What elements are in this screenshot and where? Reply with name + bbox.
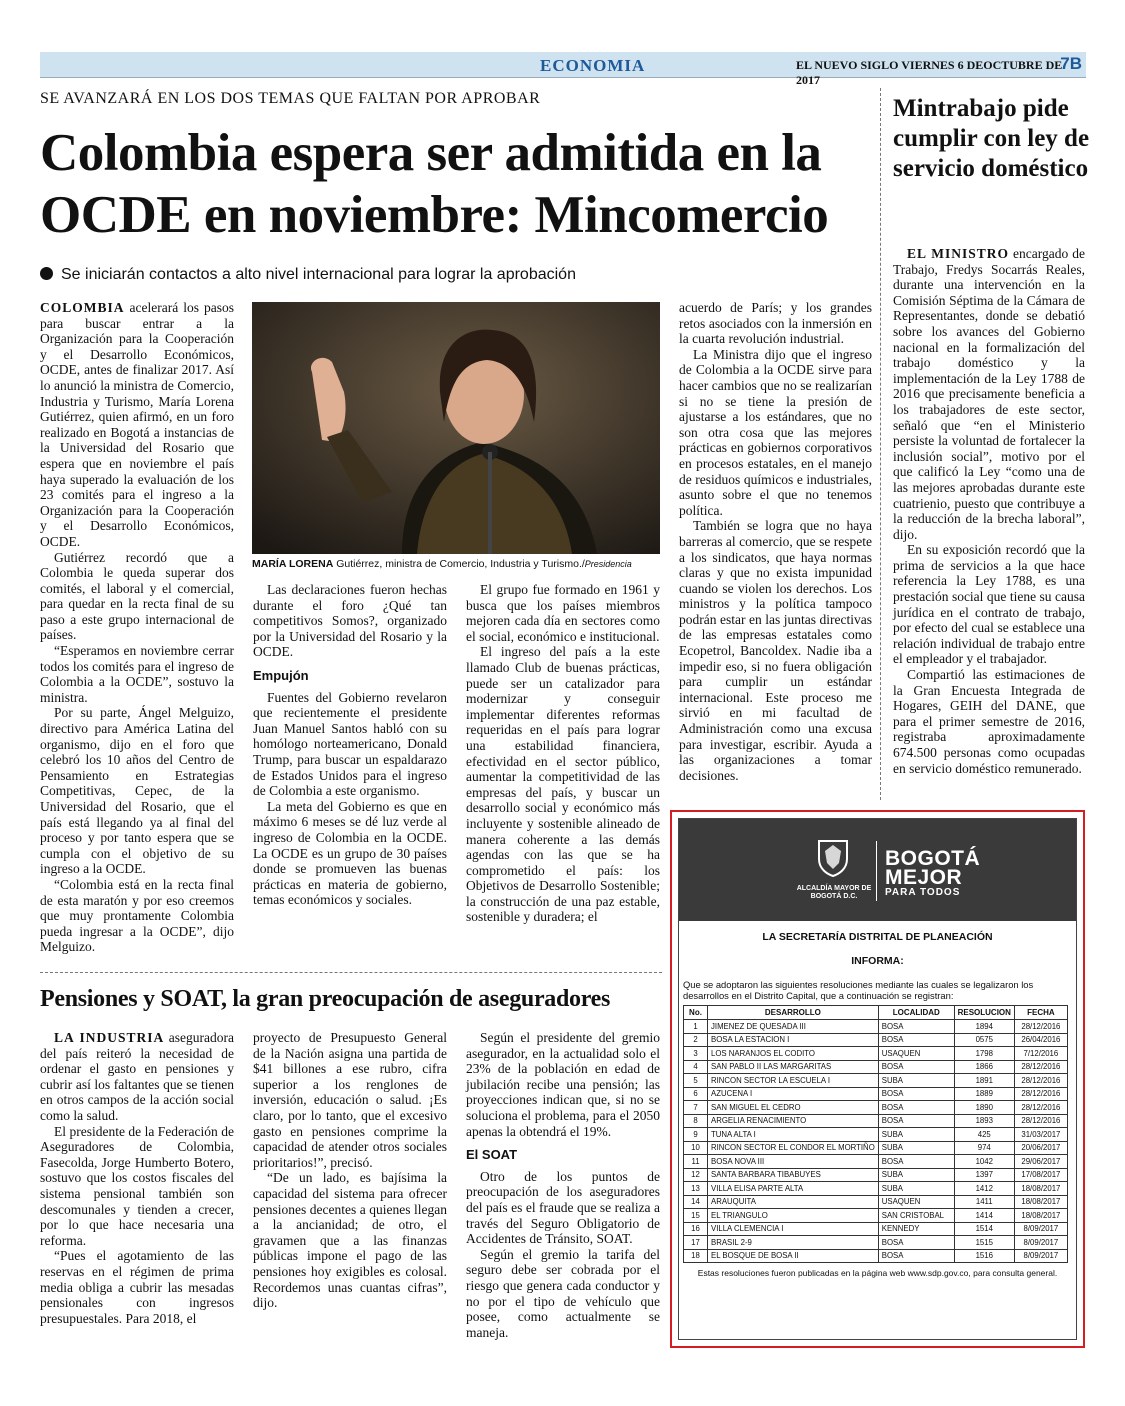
table-cell: 1889 bbox=[954, 1087, 1014, 1101]
table-cell: USAQUEN bbox=[878, 1047, 954, 1061]
table-cell: USAQUEN bbox=[878, 1195, 954, 1209]
table-cell: 7 bbox=[684, 1101, 708, 1115]
table-cell: 12 bbox=[684, 1168, 708, 1182]
table-row bbox=[684, 1101, 1068, 1115]
table-cell: 8/09/2017 bbox=[1014, 1249, 1067, 1263]
table-cell: 29/06/2017 bbox=[1014, 1155, 1067, 1169]
table-cell: SUBA bbox=[878, 1074, 954, 1088]
table-cell: 16 bbox=[684, 1222, 708, 1236]
paragraph: acuerdo de París; y los grandes retos asociados con la inmersión en la cuarta revolución industrial. bbox=[679, 300, 872, 347]
table-cell: 1893 bbox=[954, 1114, 1014, 1128]
table-cell: 18/08/2017 bbox=[1014, 1195, 1067, 1209]
table-cell: SAN PABLO II LAS MARGARITAS bbox=[708, 1060, 879, 1074]
second-column-2 bbox=[253, 1030, 447, 1311]
table-cell: BOSA bbox=[878, 1087, 954, 1101]
table-row bbox=[684, 1033, 1068, 1047]
paragraph: El ingreso del país a la este llamado Club de buenas prácticas, puede ser un catalizador para modernizar y conseguir implementar diferentes reformas requeridas en el país para lograr una estabilidad financiera, efectividad en el sector público, aumentar la competitividad de las empresas del país, y buscar un desarrollo social y económico más incluyente y sostenible alineado de manera coherente a las demás agendas con las que se ha comprometido el país: los Objetivos de Desarrollo Sostenible; la construcción de una paz estable, sostenible y duradera; el bbox=[466, 644, 660, 925]
subhead: Empujón bbox=[253, 667, 309, 683]
table-cell: EL TRIANGULO bbox=[708, 1209, 879, 1223]
table-row bbox=[684, 1141, 1068, 1155]
table-cell: 1411 bbox=[954, 1195, 1014, 1209]
column-header: RESOLUCION bbox=[954, 1006, 1014, 1020]
table-cell: ARAUQUITA bbox=[708, 1195, 879, 1209]
table-cell: 1397 bbox=[954, 1168, 1014, 1182]
table-cell: 1516 bbox=[954, 1249, 1014, 1263]
caption-name: MARÍA LORENA bbox=[252, 558, 334, 570]
table-cell: JIMENEZ DE QUESADA III bbox=[708, 1020, 879, 1034]
table-cell: BOSA bbox=[878, 1155, 954, 1169]
ad-frame bbox=[678, 818, 1077, 1340]
paragraph: Gutiérrez recordó que a Colombia le queda superar dos comités, el laboral y el comercial, para quedar en la recta final de su paso a este grupo internacional de países. bbox=[40, 549, 234, 643]
main-deck bbox=[40, 266, 576, 284]
paragraph: Fuentes del Gobierno revelaron que recientemente el presidente Juan Manuel Santos habló con su homólogo norteamericano, Donald Trump, para buscar un espaldarazo de Estados Unidos para el ingreso de Colombia a este organismo. bbox=[253, 689, 447, 799]
table-row bbox=[684, 1020, 1068, 1034]
paragraph: proyecto de Presupuesto General de la Nación asigna una partida de $41 billones a ese rubro, cifra superior a los renglones de inversión, educación o salud. ¡Es claro, por lo tanto, que el excesivo gasto en pensiones comprime la capacidad de atender otros sociales prioritarios!”, precisó. bbox=[253, 1030, 447, 1170]
bullet-icon bbox=[40, 267, 53, 280]
table-cell: BOSA bbox=[878, 1020, 954, 1034]
table-cell: AZUCENA I bbox=[708, 1087, 879, 1101]
table-cell: 18/08/2017 bbox=[1014, 1182, 1067, 1196]
table-cell: 28/12/2016 bbox=[1014, 1087, 1067, 1101]
paragraph: acelerará los pasos para buscar entrar a la Organización para la Cooperación y el Desarrollo Económicos, OCDE, antes de finalizar 2017. Así lo anunció la ministra de Comercio, Industria y Turismo, María Lorena Gutiérrez, quien afirmó, en un foro realizado en Bogotá a instancias de la Universidad del Rosario que espera que en noviembre el país haya superado la evaluación de los 23 comités para el ingreso a la Organización para la Cooperación y el Desarrollo Económicos, OCDE. bbox=[40, 300, 234, 549]
table-row bbox=[684, 1168, 1068, 1182]
main-column-3 bbox=[466, 582, 660, 925]
ad-divider bbox=[876, 841, 877, 901]
table-cell: 1890 bbox=[954, 1101, 1014, 1115]
table-cell: BOSA NOVA III bbox=[708, 1155, 879, 1169]
sidebar-headline: Mintrabajo pide cumplir con ley de servicio doméstico bbox=[893, 95, 1090, 182]
column-header: FECHA bbox=[1014, 1006, 1067, 1020]
table-cell: BOSA bbox=[878, 1101, 954, 1115]
table-cell: 11 bbox=[684, 1155, 708, 1169]
table-cell: 1042 bbox=[954, 1155, 1014, 1169]
paragraph: “Pues el agotamiento de las reservas en el régimen de prima media obliga a cubrir las mesadas pensionales con ingresos presupuestales. Para 2018, el bbox=[40, 1248, 234, 1326]
table-cell: 28/12/2016 bbox=[1014, 1060, 1067, 1074]
main-kicker: SE AVANZARÁ EN LOS DOS TEMAS QUE FALTAN POR APROBAR bbox=[40, 90, 541, 107]
table-cell: RINCON SECTOR LA ESCUELA I bbox=[708, 1074, 879, 1088]
table-cell: 1515 bbox=[954, 1236, 1014, 1250]
table-cell: 1891 bbox=[954, 1074, 1014, 1088]
table-cell: BRASIL 2-9 bbox=[708, 1236, 879, 1250]
table-cell: LOS NARANJOS EL CODITO bbox=[708, 1047, 879, 1061]
table-cell: 28/12/2016 bbox=[1014, 1020, 1067, 1034]
paragraph: El presidente de la Federación de Aseguradores de Colombia, Fasecolda, Jorge Humberto Botero, sostuvo que los costos fiscales del sistema pensional también son descomunales y tienden a crecer, por lo que hace necesaria una reforma. bbox=[40, 1123, 234, 1248]
table-cell: 1414 bbox=[954, 1209, 1014, 1223]
table-cell: 18 bbox=[684, 1249, 708, 1263]
table-header-row bbox=[684, 1006, 1068, 1020]
table-cell: VILLA ELISA PARTE ALTA bbox=[708, 1182, 879, 1196]
table-cell: 28/12/2016 bbox=[1014, 1101, 1067, 1115]
table-row bbox=[684, 1222, 1068, 1236]
table-cell: SAN CRISTOBAL bbox=[878, 1209, 954, 1223]
table-cell: 31/03/2017 bbox=[1014, 1128, 1067, 1142]
table-cell: 7/12/2016 bbox=[1014, 1047, 1067, 1061]
paragraph: Compartió las estimaciones de la Gran Encuesta Integrada de Hogares, GEIH del DANE, que para el primer semestre de 2016, registraba aproximadamente 674.500 personas como ocupadas en servicio doméstico remunerado. bbox=[893, 667, 1085, 776]
table-row bbox=[684, 1087, 1068, 1101]
lead-word: COLOMBIA bbox=[40, 300, 125, 315]
paragraph: El grupo fue formado en 1961 y busca que los países miembros mejoren cada día en sectores como el social, económico e institucional. bbox=[466, 582, 660, 644]
section-header-bar bbox=[40, 52, 1086, 87]
table-cell: BOSA bbox=[878, 1060, 954, 1074]
table-cell: 425 bbox=[954, 1128, 1014, 1142]
table-cell: 1514 bbox=[954, 1222, 1014, 1236]
table-cell: SANTA BARBARA TIBABUYES bbox=[708, 1168, 879, 1182]
ad-subtitle: INFORMA: bbox=[851, 955, 904, 967]
table-row bbox=[684, 1209, 1068, 1223]
caption-credit: Presidencia bbox=[584, 559, 632, 569]
subhead: El SOAT bbox=[466, 1147, 518, 1163]
paragraph: En su exposición recordó que la prima de servicios a la que hace referencia la Ley 1788, es una prestación social que tiene su causa jurídica en el contrato de trabajo, por efecto del cual se establece una relación individual de trabajo entre el empleador y el trabajador. bbox=[893, 542, 1085, 667]
deck-text: Se iniciarán contactos a alto nivel internacional para lograr la aprobación bbox=[61, 266, 576, 283]
paragraph: encargado de Trabajo, Fredys Socarrás Reales, durante una intervención en la Comisión Séptima de la Cámara de Representantes, donde se debatió sobre los avances del Gobierno nacional en la formalización del trabajo doméstico y la implementación de la Ley 1788 de 2016 que precisamente beneficia a los trabajadores de este sector, señaló que “en el Ministerio persiste la voluntad de fortalecer la inclusión social”, motivo por el que calificó la Ley “como una de las mejores aprobadas durante este cuatrienio, puesto que contribuye a la reducción de la brecha laboral”, dijo. bbox=[893, 246, 1085, 542]
table-cell: 8/09/2017 bbox=[1014, 1222, 1067, 1236]
dateline: EL NUEVO SIGLO VIERNES 6 DEOCTUBRE DE 2017 bbox=[796, 58, 1063, 87]
table-cell: BOSA bbox=[878, 1114, 954, 1128]
table-cell: 15 bbox=[684, 1209, 708, 1223]
table-cell: SUBA bbox=[878, 1141, 954, 1155]
photo-caption bbox=[252, 558, 662, 570]
alcaldia-label: ALCALDÍA MAYOR DE BOGOTÁ D.C. bbox=[796, 885, 872, 900]
paragraph: Según el gremio la tarifa del seguro debe ser cobrada por el riesgo que genera cada conductor y no por el tipo de vehículo que posee, como actualmente se maneja. bbox=[466, 1246, 660, 1340]
table-cell: 9 bbox=[684, 1128, 708, 1142]
second-headline: Pensiones y SOAT, la gran preocupación de aseguradores bbox=[40, 986, 611, 1012]
table-row bbox=[684, 1182, 1068, 1196]
table-cell: 20/06/2017 bbox=[1014, 1141, 1067, 1155]
paragraph: La Ministra dijo que el ingreso de Colombia a la OCDE sirve para hacer cambios que no se realizarían si no se tiene la presión de ajustarse a los estándares, que no son otra cosa que las mejores prácticas en gobiernos corporativos en procesos estatales, en el manejo de residuos químicos e industriales, asunto sobre el que no tenemos política. bbox=[679, 346, 872, 518]
table-cell: 1 bbox=[684, 1020, 708, 1034]
table-cell: 8/09/2017 bbox=[1014, 1236, 1067, 1250]
paragraph: Según el presidente del gremio asegurador, en la actualidad solo el 23% de la población en edad de jubilación recibe una pensión; las proyecciones indican que, si no se soluciona el problema, para el 2050 apenas la obtendrá el 19%. bbox=[466, 1030, 660, 1139]
table-cell: 1866 bbox=[954, 1060, 1014, 1074]
bogota-logo bbox=[885, 849, 980, 899]
table-cell: 13 bbox=[684, 1182, 708, 1196]
coat-of-arms-icon bbox=[817, 839, 849, 877]
table-row bbox=[684, 1047, 1068, 1061]
lead-word: EL MINISTRO bbox=[907, 246, 1010, 261]
brand-line: BOGOTÁ bbox=[885, 847, 981, 870]
paragraph: También se logra que no haya barreras al comercio, que se respete a los sindicatos, que haya normas claras y que no exista impunidad cuando se violen los derechos. Los ministros y la política tampoco podrán estar en las juntas directivas de las empresas estatales como Ecopetrol, Bancoldex. Nadie iba a impedir eso, si no fuera obligación para cumplir un estándar internacional. Este proceso me sirvió en mi facultad de Administración como una excusa para investigar, escribir. Ayuda a las organizaciones a tomar decisiones. bbox=[679, 518, 872, 783]
paragraph: Otro de los puntos de preocupación de los aseguradores del país es el fraude que se realiza a través del Seguro Obligatorio de Accidentes de Tránsito, SOAT. bbox=[466, 1168, 660, 1247]
table-cell: TUNA ALTA I bbox=[708, 1128, 879, 1142]
table-cell: 28/12/2016 bbox=[1014, 1074, 1067, 1088]
table-cell: 1894 bbox=[954, 1020, 1014, 1034]
column-header: No. bbox=[684, 1006, 708, 1020]
table-cell: 14 bbox=[684, 1195, 708, 1209]
paragraph: “Colombia está en la recta final de esta maratón y por eso creemos que muy prontamente Colombia pueda ingresar a la OCDE”, dijo Melguizo. bbox=[40, 876, 234, 955]
table-cell: BOSA LA ESTACION I bbox=[708, 1033, 879, 1047]
table-row bbox=[684, 1074, 1068, 1088]
paragraph: aseguradora del país reiteró la necesidad de ordenar el gasto en pensiones y cubrir así los faltantes que se tienen en otros campos de la acción social como la salud. bbox=[40, 1030, 234, 1123]
page-number: 7B bbox=[1060, 54, 1082, 73]
table-cell: 1412 bbox=[954, 1182, 1014, 1196]
table-cell: SUBA bbox=[878, 1182, 954, 1196]
ad-title: LA SECRETARÍA DISTRITAL DE PLANEACIÓN bbox=[762, 931, 993, 943]
table-cell: 4 bbox=[684, 1060, 708, 1074]
table-cell: 10 bbox=[684, 1141, 708, 1155]
table-row bbox=[684, 1128, 1068, 1142]
table-cell: ARGELIA RENACIMIENTO bbox=[708, 1114, 879, 1128]
table-cell: 1798 bbox=[954, 1047, 1014, 1061]
table-cell: 17/08/2017 bbox=[1014, 1168, 1067, 1182]
table-cell: 0575 bbox=[954, 1033, 1014, 1047]
column-header: LOCALIDAD bbox=[878, 1006, 954, 1020]
photo-illustration bbox=[252, 302, 660, 554]
table-cell: 8 bbox=[684, 1114, 708, 1128]
table-cell: SAN MIGUEL EL CEDRO bbox=[708, 1101, 879, 1115]
brand-line: MEJOR bbox=[885, 866, 963, 889]
second-column-1 bbox=[40, 1030, 234, 1326]
table-row bbox=[684, 1060, 1068, 1074]
lead-word: LA INDUSTRIA bbox=[54, 1030, 165, 1045]
second-column-3 bbox=[466, 1030, 660, 1340]
section-name: ECONOMIA bbox=[540, 56, 646, 75]
table-cell: 3 bbox=[684, 1047, 708, 1061]
table-cell: SUBA bbox=[878, 1168, 954, 1182]
main-column-4 bbox=[679, 300, 872, 783]
table-cell: 5 bbox=[684, 1074, 708, 1088]
table-row bbox=[684, 1195, 1068, 1209]
paragraph: “De un lado, es bajísima la capacidad del sistema para ofrecer pensiones decentes a quienes llegan a la ancianidad; de otro, el gravamen que a las finanzas públicas impone el pago de las pensiones hoy exigibles es colosal. Recordemos unas cuantas cifras”, dijo. bbox=[253, 1170, 447, 1311]
table-row bbox=[684, 1114, 1068, 1128]
main-headline: Colombia espera ser admitida en la OCDE en noviembre: Mincomercio bbox=[40, 124, 829, 244]
sidebar-column bbox=[893, 246, 1085, 776]
table-cell: 6 bbox=[684, 1087, 708, 1101]
table-cell: BOSA bbox=[878, 1236, 954, 1250]
table-row bbox=[684, 1236, 1068, 1250]
legal-notice-ad bbox=[670, 810, 1085, 1348]
table-body bbox=[684, 1020, 1068, 1263]
table-cell: 17 bbox=[684, 1236, 708, 1250]
table-cell: SUBA bbox=[878, 1128, 954, 1142]
table-cell: 974 bbox=[954, 1141, 1014, 1155]
ad-footer: Estas resoluciones fueron publicadas en la página web www.sdp.gov.co, para consulta general. bbox=[697, 1268, 1058, 1278]
paragraph: Por su parte, Ángel Melguizo, directivo para América Latina del organismo, dijo en el foro que celebró los 10 años del Centro de Pensamiento en Estrategias Competitivas, Cepec, de la Universidad del Rosario, que el país está llegando ya al final del proceso y por tanto espera que se cumpla con el objetivo de su ingreso a la OCDE. bbox=[40, 705, 234, 877]
paragraph: La meta del Gobierno es que en máximo 6 meses se dé luz verde al ingreso de Colombia en la OCDE. La OCDE es un grupo de 30 países donde se promueven las buenas prácticas en materia de gobierno, temas económicos y sociales. bbox=[253, 798, 447, 908]
column-divider bbox=[880, 88, 881, 800]
table-cell: VILLA CLEMENCIA I bbox=[708, 1222, 879, 1236]
paragraph: Las declaraciones fueron hechas durante el foro ¿Qué tan competitivos Somos?, organizado por la Universidad del Rosario y la OCDE. bbox=[253, 582, 447, 660]
table-cell: 26/04/2016 bbox=[1014, 1033, 1067, 1047]
ad-banner bbox=[679, 819, 1076, 921]
photo-minister bbox=[252, 302, 660, 554]
resolutions-table bbox=[683, 1005, 1068, 1263]
table-cell: 2 bbox=[684, 1033, 708, 1047]
table-cell: BOSA bbox=[878, 1249, 954, 1263]
main-column-2 bbox=[253, 582, 447, 908]
table-cell: BOSA bbox=[878, 1033, 954, 1047]
paragraph: “Esperamos en noviembre cerrar todos los comités para el ingreso de Colombia a la OCDE”, sostuvo la ministra. bbox=[40, 643, 234, 705]
table-cell: 28/12/2016 bbox=[1014, 1114, 1067, 1128]
column-header: DESARROLLO bbox=[708, 1006, 879, 1020]
table-row bbox=[684, 1155, 1068, 1169]
story-divider bbox=[40, 972, 662, 973]
caption-text: Gutiérrez, ministra de Comercio, Industria y Turismo./ bbox=[336, 558, 585, 570]
brand-tagline: PARA TODOS bbox=[885, 887, 961, 898]
table-cell: KENNEDY bbox=[878, 1222, 954, 1236]
table-row bbox=[684, 1249, 1068, 1263]
table-cell: EL BOSQUE DE BOSA II bbox=[708, 1249, 879, 1263]
table-cell: RINCON SECTOR EL CONDOR EL MORTIÑO bbox=[708, 1141, 879, 1155]
main-column-1 bbox=[40, 300, 234, 955]
ad-intro: Que se adoptaron las siguientes resoluciones mediante las cuales se legalizaron los desarrollos en el Distrito Capital, que a continuación se registran: bbox=[683, 979, 1034, 1001]
table-cell: 18/08/2017 bbox=[1014, 1209, 1067, 1223]
